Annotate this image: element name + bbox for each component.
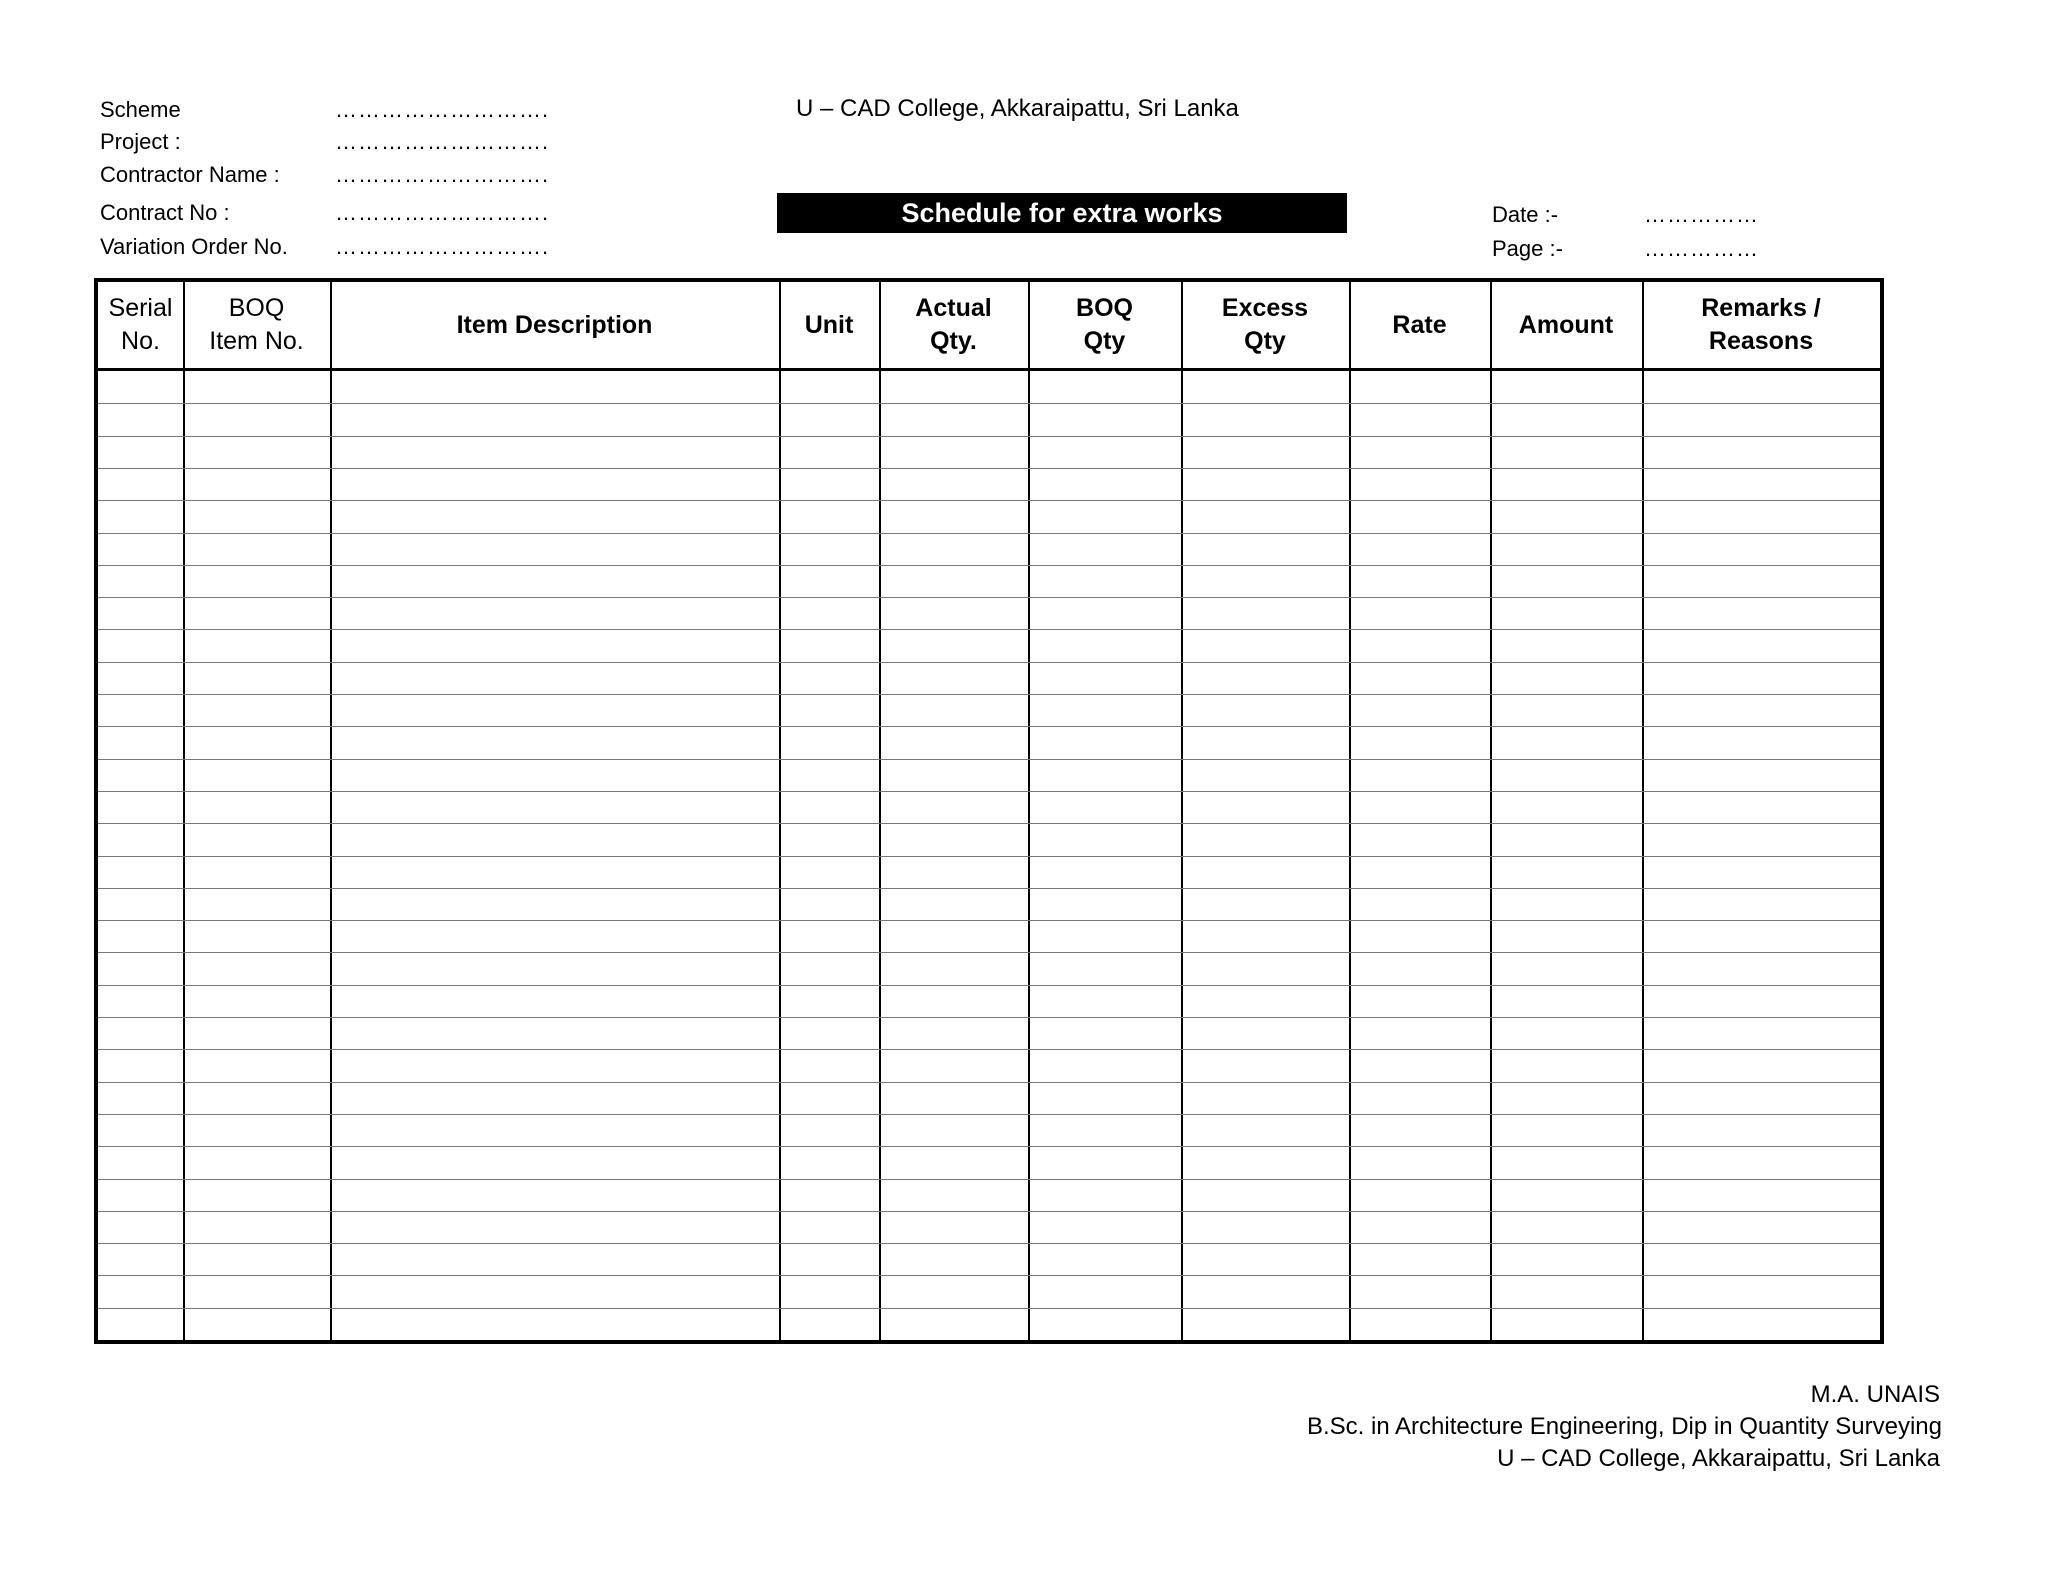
variation-order-value[interactable]: ……………………….: [335, 234, 550, 259]
col-header-line1: Amount: [1518, 310, 1614, 339]
col-header-line2: Qty.: [930, 327, 977, 355]
col-header-actual-qty: [879, 282, 1028, 368]
document-title: [777, 193, 1347, 233]
column-divider: [1181, 282, 1183, 1340]
column-divider: [1642, 282, 1644, 1340]
table-row-line: [98, 1049, 1880, 1050]
project-label: Project :: [100, 129, 181, 154]
table-row-line: [98, 662, 1880, 663]
table-row-line: [98, 468, 1880, 469]
table-row-line: [98, 726, 1880, 727]
col-header-boq-qty: [1028, 282, 1181, 368]
table-row-line: [98, 1114, 1880, 1115]
table-row-line: [98, 1243, 1880, 1244]
table-row-line: [98, 791, 1880, 792]
table-row-line: [98, 694, 1880, 695]
table-row-line: [98, 1082, 1880, 1083]
table-row-line: [98, 436, 1880, 437]
col-header-line2: Item No.: [209, 327, 304, 355]
col-header-serial-no: [98, 282, 183, 368]
col-header-line1: Serial: [108, 294, 173, 322]
col-header-unit: [779, 282, 879, 368]
col-header-line1: BOQ: [228, 294, 285, 322]
col-header-line1: Unit: [804, 310, 854, 339]
table-row-line: [98, 565, 1880, 566]
col-header-line2: No.: [121, 327, 160, 355]
page-value[interactable]: ……………: [1644, 236, 1759, 261]
column-divider: [1490, 282, 1492, 1340]
table-row-line: [98, 1275, 1880, 1276]
col-header-line1: Actual: [915, 294, 992, 322]
scheme-value[interactable]: ……………………….: [335, 97, 550, 122]
table-row-line: [98, 856, 1880, 857]
contractor-name-value[interactable]: ……………………….: [335, 162, 550, 187]
author-college: U – CAD College, Akkaraipattu, Sri Lanka: [1497, 1445, 1940, 1472]
col-header-line1: Remarks /: [1701, 294, 1821, 322]
col-header-line1: Rate: [1392, 310, 1447, 339]
table-row-line: [98, 403, 1880, 404]
col-header-amount: [1490, 282, 1642, 368]
table-row-line: [98, 1308, 1880, 1309]
contract-no-value[interactable]: ……………………….: [335, 200, 550, 225]
table-row-line: [98, 500, 1880, 501]
table-row-line: [98, 952, 1880, 953]
column-divider: [879, 282, 881, 1340]
table-row-line: [98, 629, 1880, 630]
date-label: Date :-: [1492, 202, 1559, 227]
contractor-name-label: Contractor Name :: [100, 162, 280, 187]
table-row-line: [98, 823, 1880, 824]
contract-no-label: Contract No :: [100, 200, 230, 225]
page-label: Page :-: [1492, 236, 1563, 261]
col-header-line1: BOQ: [1076, 294, 1133, 322]
col-header-item-description: [330, 282, 779, 368]
table-row-line: [98, 533, 1880, 534]
variation-order-label: Variation Order No.: [100, 234, 288, 259]
col-header-rate: [1349, 282, 1490, 368]
author-name: M.A. UNAIS: [1810, 1381, 1940, 1408]
column-divider: [1349, 282, 1351, 1340]
col-header-excess-qty: [1181, 282, 1349, 368]
college-name: U – CAD College, Akkaraipattu, Sri Lanka: [796, 95, 1239, 122]
date-value[interactable]: ……………: [1644, 202, 1759, 227]
table-row-line: [98, 1211, 1880, 1212]
col-header-line1: Item Description: [456, 310, 653, 339]
column-divider: [183, 282, 185, 1340]
project-value[interactable]: ……………………….: [335, 129, 550, 154]
column-divider: [779, 282, 781, 1340]
table-row-line: [98, 597, 1880, 598]
table-row-line: [98, 1146, 1880, 1147]
col-header-remarks-reasons: [1642, 282, 1880, 368]
col-header-line1: Excess: [1221, 294, 1309, 322]
extra-works-table: [94, 278, 1884, 1344]
scheme-label: Scheme: [100, 97, 181, 122]
column-divider: [330, 282, 332, 1340]
author-qualification: B.Sc. in Architecture Engineering, Dip in Quantity Surveying: [1307, 1413, 1942, 1440]
col-header-line2: Reasons: [1708, 327, 1814, 355]
table-row-line: [98, 1017, 1880, 1018]
table-row-line: [98, 1179, 1880, 1180]
col-header-boq-item-no: [183, 282, 330, 368]
header-separator: [98, 368, 1880, 371]
table-row-line: [98, 920, 1880, 921]
table-row-line: [98, 985, 1880, 986]
col-header-line2: Qty: [1083, 327, 1126, 355]
column-divider: [1028, 282, 1030, 1340]
table-row-line: [98, 759, 1880, 760]
col-header-line2: Qty: [1244, 327, 1286, 355]
table-row-line: [98, 888, 1880, 889]
document-title-text: Schedule for extra works: [901, 197, 1223, 228]
